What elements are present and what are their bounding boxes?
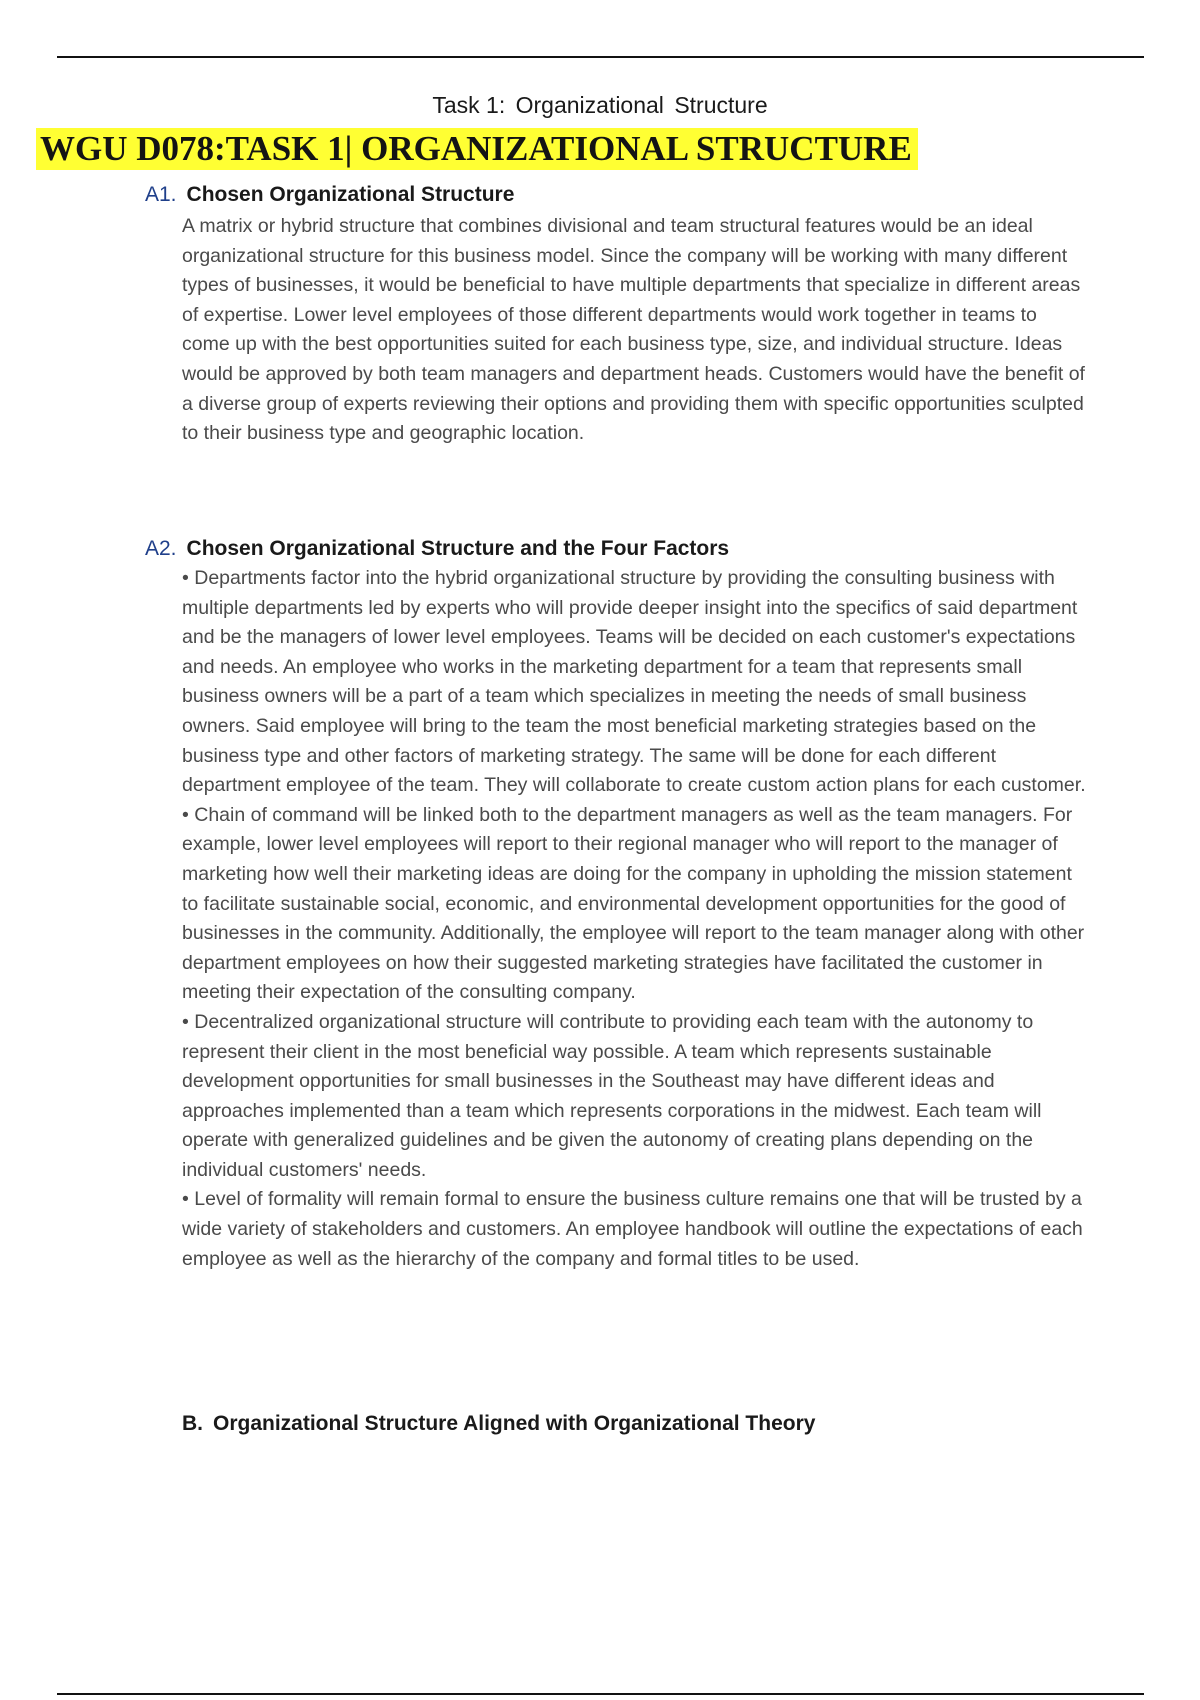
task-title-label: Task 1: <box>432 92 506 118</box>
section-a2-body <box>182 564 1087 1274</box>
task-title-word-2: Structure <box>674 92 768 118</box>
task-title <box>0 92 1200 119</box>
section-b-title: Organizational Structure Aligned with Organizational Theory <box>213 1412 816 1435</box>
bullet-formality: • Level of formality will remain formal to ensure the business culture remains one that will be trusted by a wide variety of stakeholders and customers. An employee handbook will outline the expectations of each employee as well as the hierarchy of the company and formal titles to be used. <box>182 1188 1083 1270</box>
section-a1-body <box>182 212 1087 449</box>
section-a2-number: A2. <box>145 537 177 560</box>
task-title-word-1: Organizational <box>515 92 664 118</box>
bullet-decentralization: • Decentralized organizational structure will contribute to providing each team with the autonomy to represent their client in the most beneficial way possible. A team which represents sustainable development opportunities for small businesses in the Southeast may have different ideas and approaches implemented than a team which represents corporations in the midwest. Each team will operate with generalized guidelines and be given the autonomy of creating plans depending on the individual customers' needs. <box>182 1010 1042 1181</box>
bottom-rule <box>57 1693 1144 1695</box>
highlighted-banner-title: WGU D078:TASK 1| ORGANIZATIONAL STRUCTURE <box>36 128 918 170</box>
section-a2-heading <box>145 537 729 561</box>
bullet-chain-of-command: • Chain of command will be linked both to the department managers as well as the team managers. For example, lower level employees will report to their regional manager who will report to the manager of marketing how well their marketing ideas are doing for the company in upholding the mission statement to facilitate sustainable social, economic, and environmental development opportunities for the good of businesses in the community. Additionally, the employee will report to the team manager along with other department employees on how their suggested marketing strategies have facilitated the customer in meeting their expectation of the consulting company. <box>182 803 1085 1004</box>
section-a1-title: Chosen Organizational Structure <box>186 183 515 206</box>
section-a1-paragraph: A matrix or hybrid structure that combines divisional and team structural features would be an ideal organizational structure for this business model. Since the company will be working with many different types of businesses, it would be beneficial to have multiple departments that specialize in different areas of expertise. Lower level employees of those different departments would work together in teams to come up with the best opportunities suited for each business type, size, and individual structure. Ideas would be approved by both team managers and department heads. Customers would have the benefit of a diverse group of experts reviewing their options and providing them with specific opportunities sculpted to their business type and geographic location. <box>182 215 1085 445</box>
section-a1-heading <box>145 183 514 207</box>
top-rule <box>57 56 1144 58</box>
section-b-heading <box>182 1412 815 1436</box>
bullet-departments: • Departments factor into the hybrid organizational structure by providing the consulting business with multiple departments led by experts who will provide deeper insight into the specifics of said department and be the managers of lower level employees. Teams will be decided on each customer's expectations and needs. An employee who works in the marketing department for a team that represents small business owners will be a part of a team which specializes in meeting the needs of small business owners. Said employee will bring to the team the most beneficial marketing strategies based on the business type and other factors of marketing strategy. The same will be done for each different department employee of the team. They will collaborate to create custom action plans for each customer. <box>182 567 1086 797</box>
section-a1-number: A1. <box>145 183 177 206</box>
section-a2-title: Chosen Organizational Structure and the Four Factors <box>186 537 730 560</box>
section-b-number: B. <box>182 1412 203 1435</box>
